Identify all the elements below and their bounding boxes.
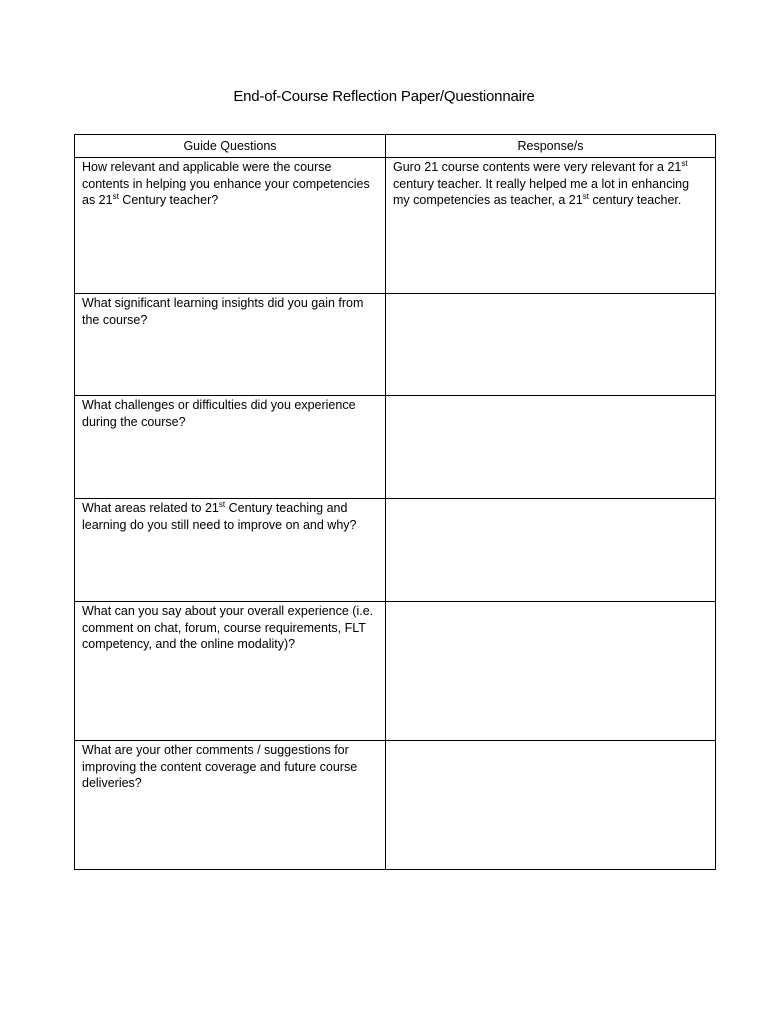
response-text: Guro 21 course contents were very relevant for a 21 — [393, 160, 682, 174]
question-cell — [75, 158, 386, 294]
page-title: End-of-Course Reflection Paper/Questionnaire — [233, 88, 535, 105]
table-row — [75, 396, 716, 499]
table-header-row — [75, 135, 716, 158]
response-cell[interactable] — [386, 158, 716, 294]
response-cell[interactable] — [386, 499, 716, 602]
table-row — [75, 158, 716, 294]
question-cell — [75, 499, 386, 602]
response-cell[interactable] — [386, 294, 716, 396]
question-text: What can you say about your overall experience (i.e. comment on chat, forum, course requirements, FLT competency, and the online modality)? — [82, 604, 377, 651]
question-cell — [75, 741, 386, 870]
question-text: What are your other comments / suggestions for improving the content coverage and future course deliveries? — [82, 743, 361, 790]
header-guide-questions: Guide Questions — [75, 135, 386, 158]
question-text: How relevant and applicable were the course contents in helping you enhance your competencies as 21 — [82, 160, 374, 207]
superscript: st — [218, 500, 226, 509]
response-text: century teacher. — [588, 193, 682, 207]
reflection-table — [74, 134, 716, 870]
question-text: Century teaching and learning do you still need to improve on and why? — [82, 501, 357, 532]
superscript: st — [582, 192, 589, 201]
question-text: What challenges or difficulties did you experience during the course? — [82, 398, 360, 429]
question-cell — [75, 396, 386, 499]
response-cell[interactable] — [386, 396, 716, 499]
header-responses: Response/s — [386, 135, 716, 158]
table-row — [75, 741, 716, 870]
response-cell[interactable] — [386, 602, 716, 741]
superscript: st — [112, 192, 119, 201]
question-cell — [75, 294, 386, 396]
superscript: st — [681, 159, 688, 168]
question-text: Century teacher? — [118, 193, 219, 207]
table-row — [75, 499, 716, 602]
response-text: century teacher. It really helped me a lot in enhancing my competencies as teacher, a 21 — [393, 160, 693, 207]
question-text: What areas related to 21 — [82, 501, 219, 515]
response-cell[interactable] — [386, 741, 716, 870]
question-cell — [75, 602, 386, 741]
question-text: What significant learning insights did you gain from the course? — [82, 296, 367, 327]
table-row — [75, 602, 716, 741]
table-row — [75, 294, 716, 396]
